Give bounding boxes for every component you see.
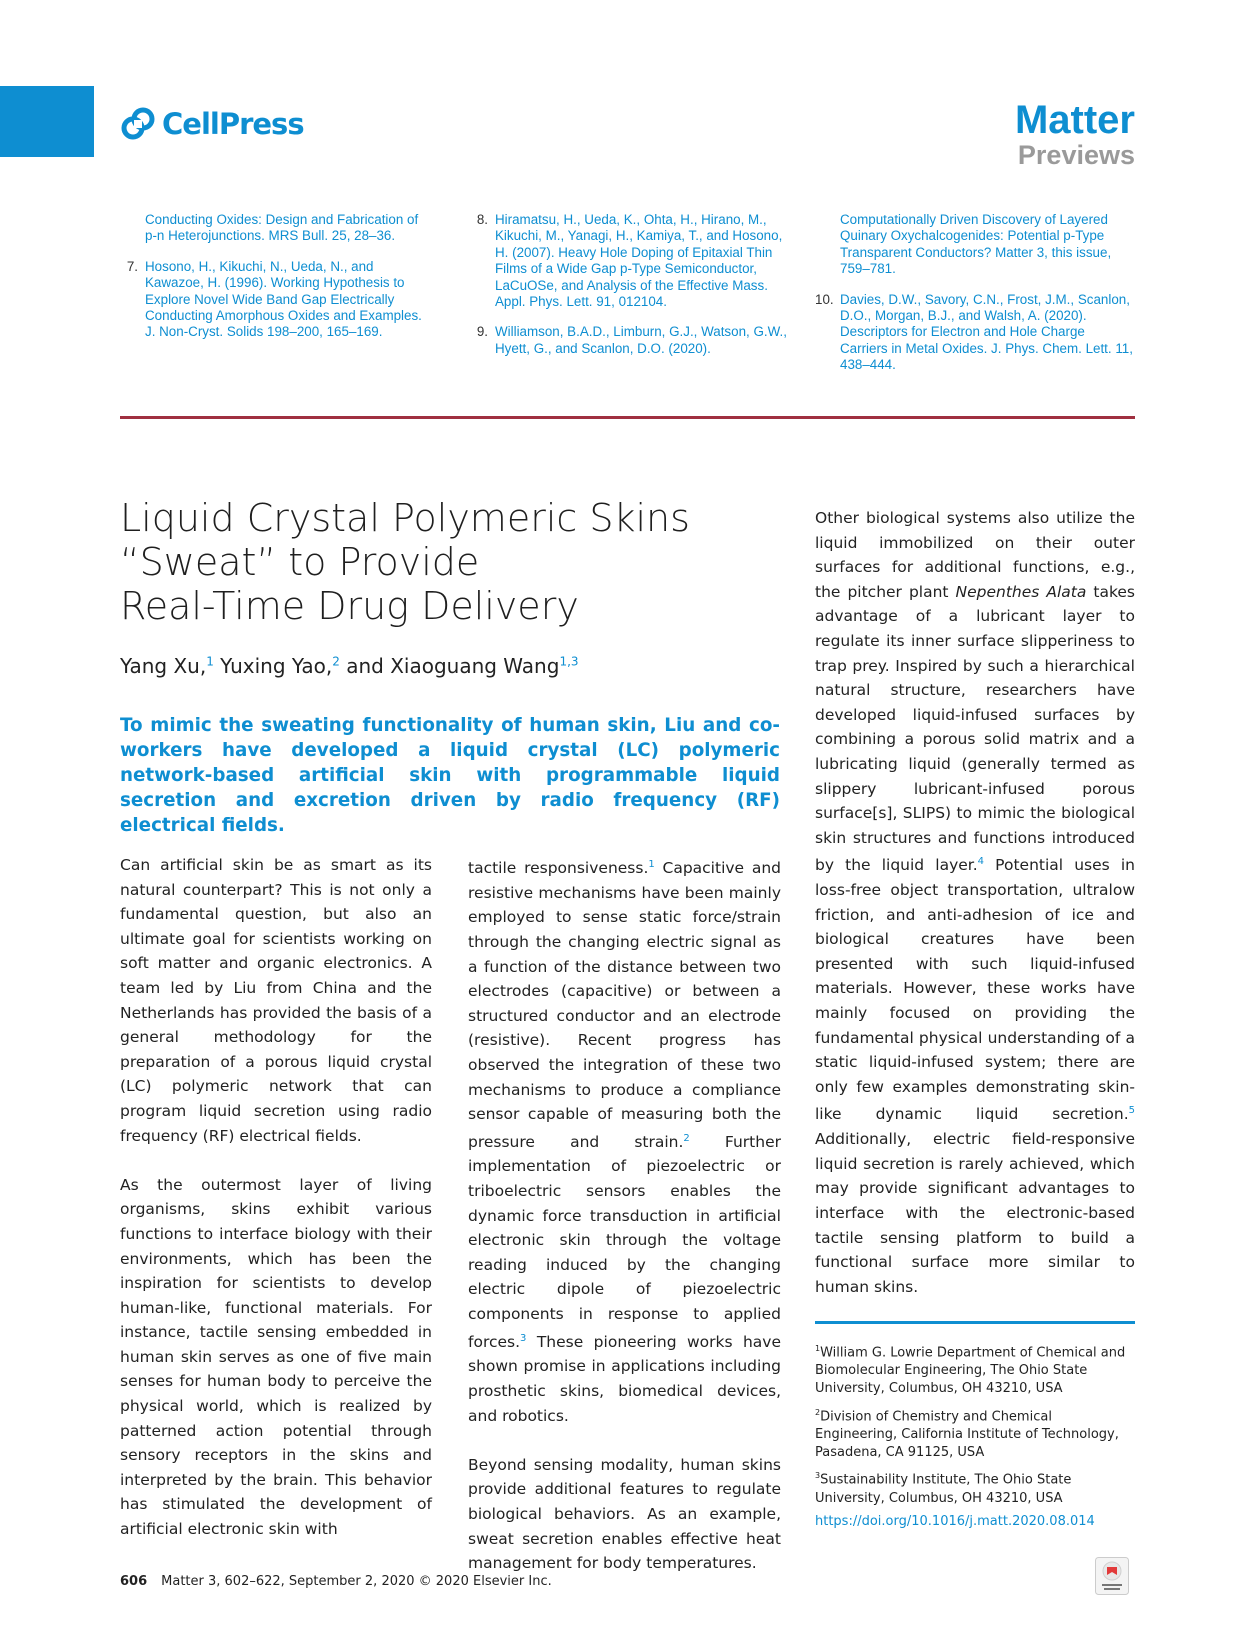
reference-item[interactable] <box>470 212 795 310</box>
affiliation-item <box>815 1467 1137 1507</box>
body-column-2 <box>468 853 781 1600</box>
reference-number: 10. <box>815 291 834 307</box>
doi-link[interactable]: https://doi.org/10.1016/j.matt.2020.08.014 <box>815 1514 1095 1530</box>
author-affiliation-marker[interactable]: 1 <box>206 654 214 669</box>
journal-masthead <box>1015 100 1135 170</box>
affiliation-text: William G. Lowrie Department of Chemical and Biomolecular Engineering, The Ohio State University, Columbus, OH 43210, USA <box>815 1345 1126 1396</box>
reference-text: Hosono, H., Kikuchi, N., Ueda, N., and Kawazoe, H. (1996). Working Hypothesis to Explore Novel Wide Band Gap Electrically Conducting Amorphous Oxides and Examples. J. Non-Cryst. Solids 198–200, 165–169. <box>145 258 422 340</box>
text-span: Additionally, electric field-responsive liquid secretion is rarely achieved, which may provide significant advantages to interface with the electronic-based tactile sensing platform to build a functional surface more similar to human skins. <box>815 1130 1135 1296</box>
affiliation-text: Division of Chemistry and Chemical Engineering, California Institute of Technology, Pasadena, CA 91125, USA <box>815 1409 1119 1460</box>
journal-name: Matter <box>1014 98 1135 142</box>
references-column-2 <box>470 212 795 371</box>
reference-text: Computationally Driven Discovery of Layered Quinary Oxychalcogenides: Potential p-Type Transparent Conductors? Matter 3, this issue, 759–781. <box>840 212 1112 277</box>
paragraph <box>815 506 1135 1299</box>
affiliations <box>815 1340 1137 1531</box>
affiliation-marker: 2 <box>815 1407 821 1417</box>
text-span: Potential uses in loss-free object transportation, ultralow friction, and anti-adhesion of ice and biological creatures have been presented with such liquid-infused materials. However, these works have mainly focused on providing the fundamental physical understanding of a static liquid-infused system; there are only few examples demonstrating skin-like dynamic liquid secretion. <box>815 856 1135 1124</box>
citation-link[interactable]: 4 <box>977 856 985 868</box>
author-list <box>120 654 579 678</box>
citation-link[interactable]: 3 <box>520 1332 527 1344</box>
references-column-1 <box>120 212 430 355</box>
affiliation-marker: 3 <box>815 1471 821 1481</box>
cellpress-logo-icon <box>120 106 156 142</box>
text-span: takes advantage of a lubricant layer to regulate its inner surface slipperiness to trap prey. Inspired by such a hierarchical natural structure, researchers have developed liquid-infused surfaces by combining a porous solid matrix and a lubricating liquid (generally termed as slippery lubricant-infused porous surface[s], SLIPS) to mimic the biological skin structures and functions introduced by the liquid layer. <box>815 582 1135 875</box>
section-divider <box>120 416 1135 419</box>
publisher-name: CellPress <box>162 107 304 141</box>
affiliation-item <box>815 1404 1137 1462</box>
references-column-3 <box>815 212 1135 388</box>
text-span: Other biological systems also utilize the liquid immobilized on their outer surfaces for additional functions, e.g., the pitcher plant <box>815 509 1135 601</box>
text-span: These pioneering works have shown promise in applications including prosthetic skins, biomedical devices, and robotics. <box>468 1332 781 1425</box>
corner-accent-block <box>0 86 94 157</box>
publisher-logo[interactable] <box>120 104 304 144</box>
affiliations-divider <box>815 1321 1135 1324</box>
author-name[interactable]: Yuxing Yao, <box>213 654 333 678</box>
reference-item[interactable] <box>815 212 1135 278</box>
affiliation-marker: 1 <box>815 1344 821 1353</box>
title-line-1: Liquid Crystal Polymeric Skins <box>120 496 690 540</box>
paragraph: Can artificial skin be as smart as its natural counterpart? This is not only a fundamental question, but also an ultimate goal for scientists working on soft matter and organic electronics. A team led by Liu from China and the Netherlands has provided the basis of a general methodology for the preparation of a porous liquid crystal (LC) polymeric network that can program liquid secretion using radio frequency (RF) electrical fields. <box>120 856 432 1145</box>
journal-section: Previews <box>1017 140 1135 170</box>
reference-item[interactable] <box>470 324 795 357</box>
paragraph: Beyond sensing modality, human skins provide additional features to regulate biological behaviors. As an example, sweat secretion enables effective heat management for body temperatures. <box>468 1455 781 1573</box>
reference-text: Hiramatsu, H., Ueda, K., Ohta, H., Hirano, M., Kikuchi, M., Yanagi, H., Kamiya, T., and Hosono, H. (2007). Heavy Hole Doping of Epitaxial Thin Films of a Wide Gap p-Type Semiconductor, LaCuOSe, and Analysis of the Effective Mass. Appl. Phys. Lett. 91, 012104. <box>495 212 783 310</box>
check-for-updates-icon[interactable] <box>1095 1557 1129 1595</box>
citation-link[interactable]: 2 <box>683 1132 690 1144</box>
species-name: Nepenthes Alata <box>955 582 1087 601</box>
affiliation-item <box>815 1340 1137 1398</box>
reference-text: Conducting Oxides: Design and Fabrication of p-n Heterojunctions. MRS Bull. 25, 28–36. <box>145 212 419 244</box>
abstract-summary: To mimic the sweating functionality of human skin, Liu and co-workers have developed a liquid crystal (LC) polymeric network-based artificial skin with programmable liquid secretion and excretion driven by radio frequency (RF) electrical fields. <box>120 715 780 836</box>
paragraph: As the outermost layer of living organisms, skins exhibit various functions to interface biology with their environments, which has been the inspiration for scientists to develop human-like, functional materials. For instance, tactile sensing embedded in human skin serves as one of five main senses for human body to perceive the physical world, which is realized by patterned action potential through sensory receptors in the skins and interpreted by the brain. This behavior has stimulated the development of artificial electronic skin with <box>120 1175 432 1539</box>
citation-link[interactable]: 1 <box>648 859 655 870</box>
text-span: tactile responsiveness. <box>468 859 649 878</box>
page-footer <box>120 1574 552 1589</box>
footer-citation: Matter 3, 602–622, September 2, 2020 © 2020 Elsevier Inc. <box>161 1574 552 1589</box>
author-affiliation-marker[interactable]: 1,3 <box>559 654 579 669</box>
reference-item[interactable] <box>120 212 430 245</box>
body-column-1 <box>120 853 432 1566</box>
article-title <box>120 496 720 628</box>
text-span: Capacitive and resistive mechanisms have been mainly employed to sense static force/strain through the changing electric signal as a function of the distance between two electrodes (capacitive) or between a structured conductor and an electrode (resistive). Recent progress has observed the integration of these two mechanisms to produce a compliance sensor capable of measuring both the pressure and strain. <box>468 859 781 1151</box>
reference-number: 7. <box>126 258 138 274</box>
author-name[interactable]: and Xiaoguang Wang <box>339 654 560 678</box>
reference-number: 8. <box>476 212 488 227</box>
title-line-3: Real-Time Drug Delivery <box>120 584 579 628</box>
reference-item[interactable] <box>815 292 1135 374</box>
author-name[interactable]: Yang Xu, <box>120 654 207 678</box>
citation-link[interactable]: 5 <box>1128 1105 1135 1117</box>
reference-text: Williamson, B.A.D., Limburn, G.J., Watson, G.W., Hyett, G., and Scanlon, D.O. (2020). <box>495 324 787 356</box>
reference-item[interactable] <box>120 259 430 341</box>
text-span: Further implementation of piezoelectric or triboelectric sensors enables the dynamic force transduction in artificial electronic skin through the voltage reading induced by the changing electric dipole of piezoelectric components in response to applied forces. <box>468 1132 781 1351</box>
page-number: 606 <box>120 1574 148 1589</box>
reference-text: Davies, D.W., Savory, C.N., Frost, J.M., Scanlon, D.O., Morgan, B.J., and Walsh, A. (2020). Descriptors for Electron and Hole Charge Carriers in Metal Oxides. J. Phys. Chem. Lett. 11, 438–444. <box>840 291 1133 373</box>
paragraph <box>468 853 781 1428</box>
body-column-3 <box>815 506 1135 1324</box>
author-affiliation-marker[interactable]: 2 <box>332 654 340 669</box>
reference-number: 9. <box>476 324 488 340</box>
title-line-2: “Sweat” to Provide <box>120 540 480 584</box>
affiliation-text: Sustainability Institute, The Ohio State University, Columbus, OH 43210, USA <box>815 1472 1072 1506</box>
